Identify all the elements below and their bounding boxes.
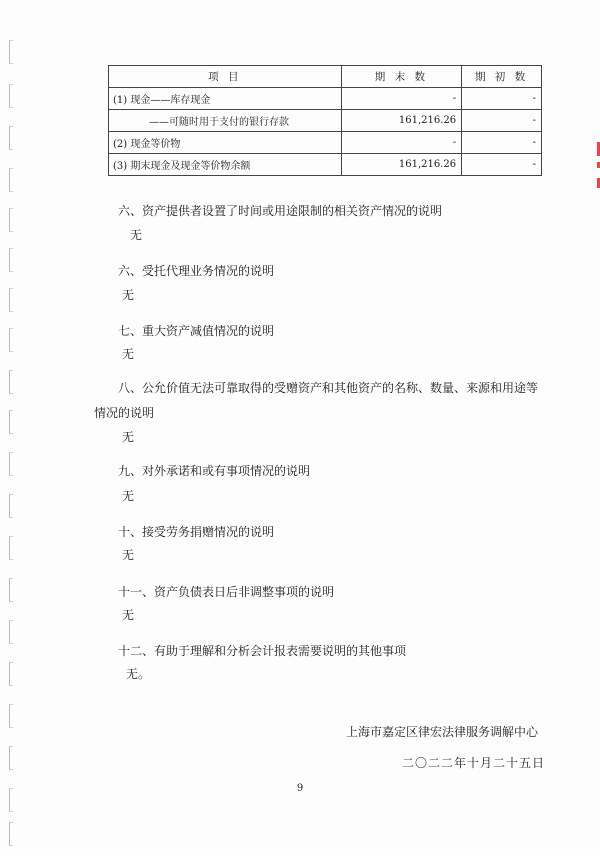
table-total-row [109, 154, 542, 176]
binding-hole [9, 822, 13, 846]
binding-hole [9, 704, 13, 728]
binding-hole [9, 410, 13, 434]
binding-hole [9, 494, 13, 518]
row-item: (2) 现金等价物 [109, 132, 342, 154]
table-row [109, 110, 542, 132]
section-body: 无 [122, 548, 135, 562]
table-row [109, 132, 542, 154]
binding-hole [9, 662, 13, 686]
section-body: 无。 [126, 667, 151, 681]
binding-hole [9, 452, 13, 476]
row-end-value: 161,216.26 [341, 154, 462, 176]
row-begin-value: - [462, 132, 542, 154]
binding-hole [9, 126, 13, 150]
binding-hole [9, 536, 13, 560]
section-title: 九、对外承诺和或有事项情况的说明 [118, 464, 311, 478]
footer-organization: 上海市嘉定区律宏法律服务调解中心 [346, 725, 539, 739]
row-begin-value: - [462, 110, 542, 132]
header-item: 项 目 [109, 66, 342, 88]
section-body: 无 [130, 228, 143, 242]
binding-hole [9, 168, 13, 192]
section-body: 无 [122, 347, 135, 361]
page-number: 9 [296, 783, 304, 794]
row-item: ——可随时用于支付的银行存款 [109, 110, 342, 132]
binding-hole [9, 208, 13, 232]
section-title: 七、重大资产减值情况的说明 [118, 324, 275, 338]
header-period-end: 期 末 数 [341, 66, 462, 88]
section-title: 十一、资产负债表日后非调整事项的说明 [118, 585, 335, 599]
row-item: (1) 现金——库存现金 [109, 88, 342, 110]
section-body: 无 [122, 430, 135, 444]
section-title: 十二、有助于理解和分析会计报表需要说明的其他事项 [118, 644, 407, 658]
binding-hole [9, 40, 13, 64]
binding-margin [0, 0, 24, 849]
section-body: 无 [122, 489, 135, 503]
table-row [109, 88, 542, 110]
section-title: 十、接受劳务捐赠情况的说明 [118, 525, 275, 539]
cash-equivalents-table [108, 65, 542, 176]
row-begin-value: - [462, 154, 542, 176]
row-end-value: - [341, 132, 462, 154]
section-body: 无 [122, 608, 135, 622]
section-title: 六、受托代理业务情况的说明 [118, 264, 275, 278]
row-end-value: 161,216.26 [341, 110, 462, 132]
row-item: (3) 期末现金及现金等价物余额 [109, 154, 342, 176]
footer-date: 二〇二二年十月二十五日 [402, 756, 546, 770]
binding-hole [9, 288, 13, 312]
section-body: 无 [122, 288, 135, 302]
binding-hole [9, 84, 13, 108]
binding-hole [9, 328, 13, 352]
section-title: 八、公允价值无法可靠取得的受赠资产和其他资产的名称、数量、来源和用途等情况的说明 [94, 381, 539, 420]
header-period-begin: 期 初 数 [462, 66, 542, 88]
section-title: 六、资产提供者设置了时间或用途限制的相关资产情况的说明 [118, 204, 443, 218]
binding-hole [9, 746, 13, 770]
binding-hole [9, 578, 13, 602]
binding-hole [9, 370, 13, 394]
binding-hole [9, 248, 13, 272]
row-end-value: - [341, 88, 462, 110]
table-header-row [109, 66, 542, 88]
row-begin-value: - [462, 88, 542, 110]
binding-hole [9, 620, 13, 644]
